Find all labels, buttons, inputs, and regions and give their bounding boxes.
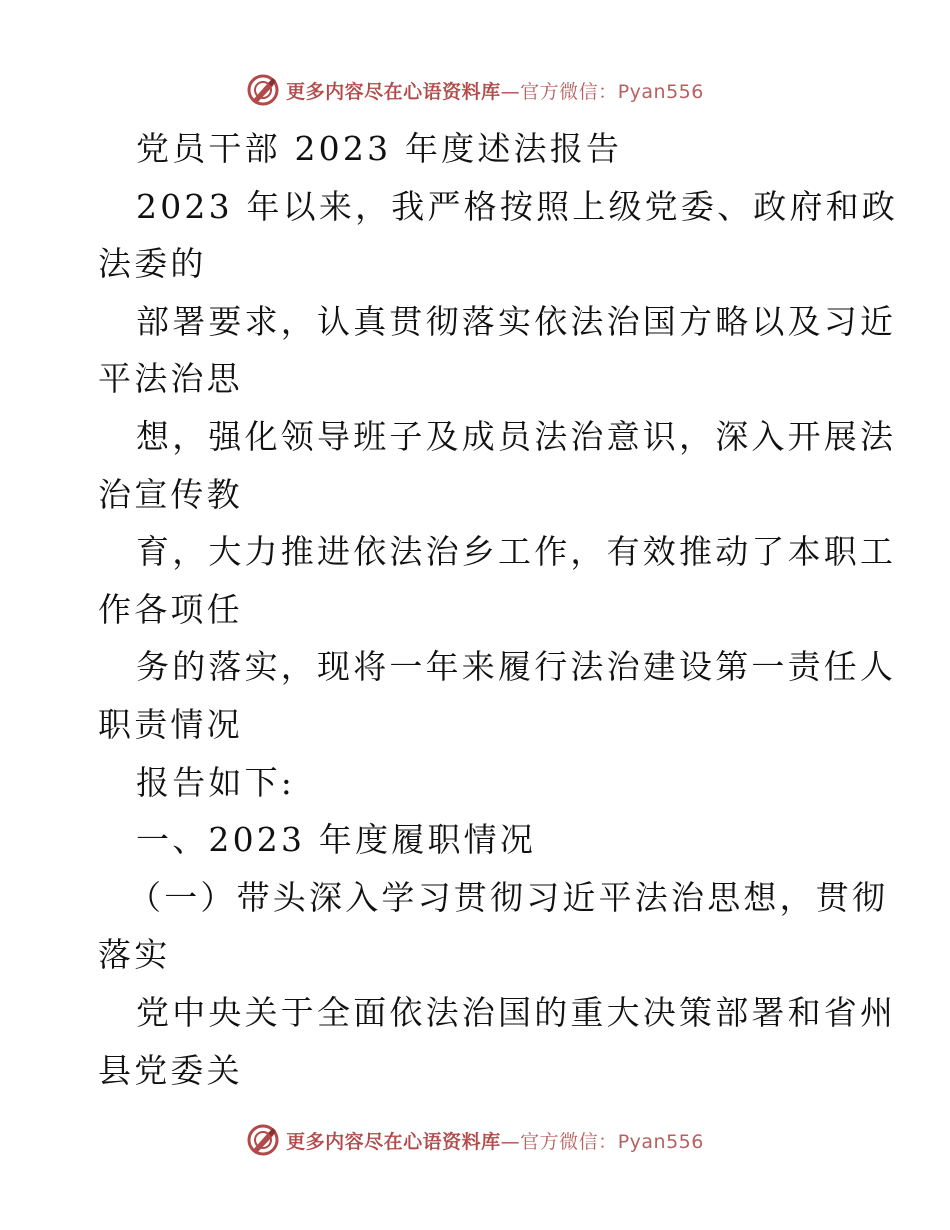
paragraph-line: 落实	[98, 935, 171, 975]
paragraph-line: 部署要求，认真贯彻落实依法治国方略以及习近	[136, 301, 897, 341]
paragraph-line: 育，大力推进依法治乡工作，有效推动了本职工	[136, 532, 897, 572]
paragraph-line: 务的落实，现将一年来履行法治建设第一责任人	[136, 647, 897, 687]
paragraph-line: 报告如下:	[136, 762, 296, 802]
header-wechat-id: Pyan556	[617, 80, 704, 103]
pen-logo-icon	[246, 73, 280, 107]
header-brand-text: 更多内容尽在心语资料库	[286, 80, 501, 103]
footer-watermark-banner	[0, 1120, 950, 1160]
paragraph-line: 法委的	[98, 244, 207, 284]
header-separator: —	[500, 80, 521, 103]
paragraph-line: 党中央关于全面依法治国的重大决策部署和省州	[136, 992, 897, 1032]
paragraph-line: 治宣传教	[98, 474, 243, 514]
footer-wechat-label: 官方微信：	[520, 1130, 618, 1153]
paragraph-line: 2023 年以来，我严格按照上级党委、政府和政	[136, 186, 899, 226]
document-title: 党员干部 2023 年度述法报告	[136, 129, 623, 168]
paragraph-line: 作各项任	[98, 589, 243, 629]
footer-banner-content	[246, 1123, 704, 1157]
footer-banner-text	[286, 1127, 704, 1154]
footer-brand-text: 更多内容尽在心语资料库	[286, 1130, 501, 1153]
footer-wechat-id: Pyan556	[617, 1130, 704, 1153]
footer-separator: —	[500, 1130, 521, 1153]
document-body	[98, 120, 899, 1099]
paragraph-line: 职责情况	[98, 704, 243, 744]
header-banner-content	[246, 73, 704, 107]
section-heading: 一、2023 年度履职情况	[136, 820, 537, 860]
paragraph-line: 县党委关	[98, 1050, 243, 1090]
paragraph-line: 平法治思	[98, 359, 243, 399]
header-wechat-label: 官方微信：	[520, 80, 618, 103]
header-banner-text	[286, 77, 704, 104]
subsection-heading: （一）带头深入学习贯彻习近平法治思想，贯彻	[128, 877, 889, 917]
pen-logo-icon	[246, 1123, 280, 1157]
header-watermark-banner	[0, 70, 950, 110]
paragraph-line: 想，强化领导班子及成员法治意识，深入开展法	[136, 416, 897, 456]
